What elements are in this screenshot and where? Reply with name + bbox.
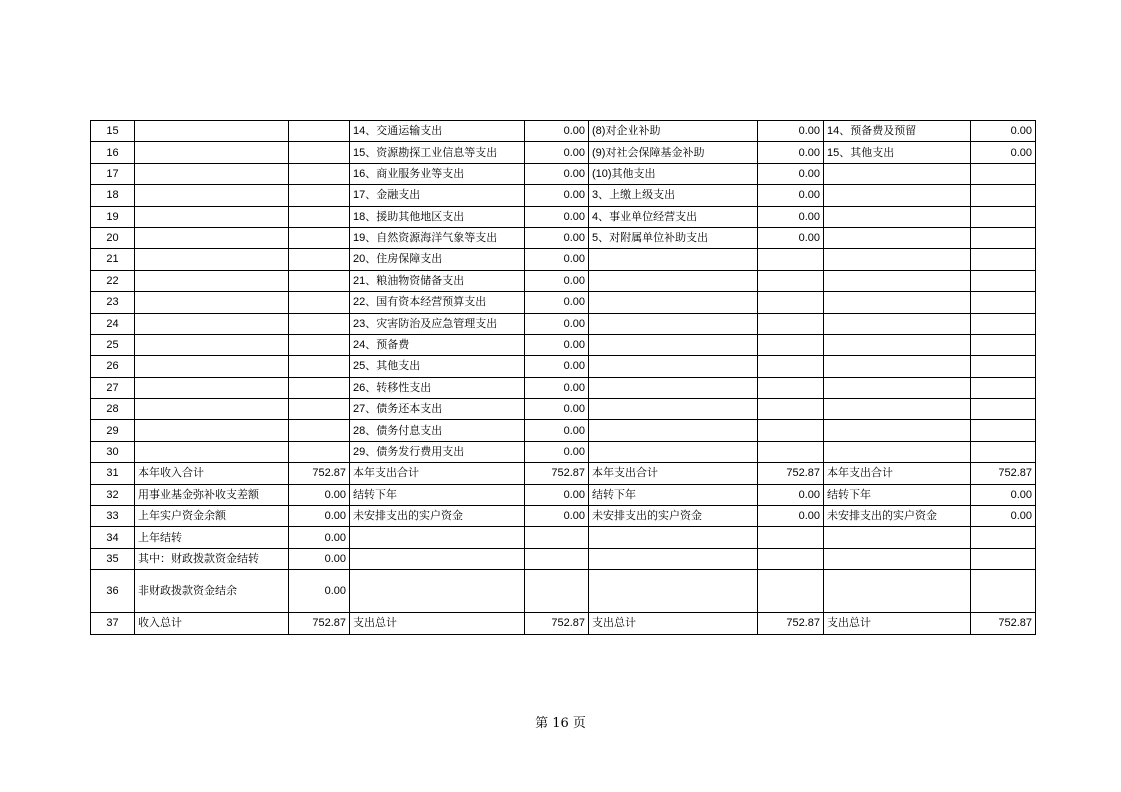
expense-economic-amount-cell bbox=[758, 249, 824, 270]
expense-economic-amount-cell bbox=[758, 377, 824, 398]
expense-function-amount-cell: 0.00 bbox=[525, 121, 589, 142]
expense-other-amount-cell: 0.00 bbox=[971, 142, 1036, 163]
expense-function-item-cell bbox=[350, 570, 525, 613]
income-amount-cell bbox=[289, 227, 350, 248]
income-item-cell: 非财政拨款资金结余 bbox=[135, 570, 289, 613]
expense-function-item-cell: 28、债务付息支出 bbox=[350, 420, 525, 441]
income-item-cell bbox=[135, 420, 289, 441]
expense-other-amount-cell bbox=[971, 548, 1036, 569]
expense-function-item-cell bbox=[350, 527, 525, 548]
expense-economic-item-cell bbox=[589, 313, 758, 334]
table-row bbox=[91, 292, 1036, 313]
income-amount-cell bbox=[289, 121, 350, 142]
expense-other-amount-cell bbox=[971, 227, 1036, 248]
expense-economic-item-cell bbox=[589, 570, 758, 613]
table-row bbox=[91, 206, 1036, 227]
row-number-cell: 34 bbox=[91, 527, 135, 548]
expense-other-amount-cell: 0.00 bbox=[971, 506, 1036, 527]
row-number-cell: 24 bbox=[91, 313, 135, 334]
expense-economic-item-cell: (8)对企业补助 bbox=[589, 121, 758, 142]
expense-economic-amount-cell bbox=[758, 313, 824, 334]
expense-economic-item-cell bbox=[589, 399, 758, 420]
expense-function-item-cell: 16、商业服务业等支出 bbox=[350, 163, 525, 184]
expense-other-amount-cell bbox=[971, 420, 1036, 441]
expense-economic-amount-cell bbox=[758, 420, 824, 441]
income-item-cell bbox=[135, 399, 289, 420]
expense-other-item-cell bbox=[824, 377, 971, 398]
expense-function-item-cell: 26、转移性支出 bbox=[350, 377, 525, 398]
expense-function-amount-cell: 752.87 bbox=[525, 613, 589, 634]
expense-other-amount-cell bbox=[971, 377, 1036, 398]
expense-economic-amount-cell: 752.87 bbox=[758, 613, 824, 634]
income-amount-cell bbox=[289, 249, 350, 270]
expense-economic-amount-cell bbox=[758, 548, 824, 569]
expense-economic-item-cell bbox=[589, 334, 758, 355]
expense-economic-item-cell bbox=[589, 270, 758, 291]
expense-function-amount-cell: 0.00 bbox=[525, 484, 589, 505]
expense-function-amount-cell: 0.00 bbox=[525, 227, 589, 248]
income-amount-cell: 752.87 bbox=[289, 613, 350, 634]
row-number-cell: 35 bbox=[91, 548, 135, 569]
expense-function-amount-cell: 0.00 bbox=[525, 334, 589, 355]
table-row bbox=[91, 334, 1036, 355]
table-row bbox=[91, 227, 1036, 248]
expense-economic-amount-cell bbox=[758, 292, 824, 313]
row-number-cell: 36 bbox=[91, 570, 135, 613]
income-amount-cell bbox=[289, 270, 350, 291]
income-item-cell bbox=[135, 227, 289, 248]
row-number-cell: 26 bbox=[91, 356, 135, 377]
expense-function-item-cell: 18、援助其他地区支出 bbox=[350, 206, 525, 227]
table-row bbox=[91, 484, 1036, 505]
expense-other-item-cell bbox=[824, 570, 971, 613]
expense-economic-item-cell bbox=[589, 420, 758, 441]
expense-other-amount-cell bbox=[971, 270, 1036, 291]
row-number-cell: 20 bbox=[91, 227, 135, 248]
table-row bbox=[91, 142, 1036, 163]
expense-other-item-cell bbox=[824, 185, 971, 206]
income-amount-cell: 0.00 bbox=[289, 527, 350, 548]
expense-other-amount-cell bbox=[971, 292, 1036, 313]
expense-economic-item-cell: (9)对社会保障基金补助 bbox=[589, 142, 758, 163]
expense-economic-item-cell bbox=[589, 356, 758, 377]
expense-function-item-cell: 22、国有资本经营预算支出 bbox=[350, 292, 525, 313]
expense-function-amount-cell: 0.00 bbox=[525, 313, 589, 334]
expense-economic-amount-cell: 0.00 bbox=[758, 142, 824, 163]
expense-other-amount-cell bbox=[971, 334, 1036, 355]
income-item-cell: 其中：财政拨款资金结转 bbox=[135, 548, 289, 569]
expense-economic-amount-cell: 0.00 bbox=[758, 206, 824, 227]
income-amount-cell: 0.00 bbox=[289, 484, 350, 505]
expense-function-item-cell: 21、粮油物资储备支出 bbox=[350, 270, 525, 291]
income-amount-cell bbox=[289, 377, 350, 398]
expense-economic-amount-cell: 0.00 bbox=[758, 163, 824, 184]
row-number-cell: 22 bbox=[91, 270, 135, 291]
row-number-cell: 30 bbox=[91, 441, 135, 462]
expense-economic-amount-cell: 0.00 bbox=[758, 227, 824, 248]
expense-other-amount-cell: 752.87 bbox=[971, 613, 1036, 634]
page-number: 第 16 页 bbox=[535, 716, 586, 731]
income-amount-cell bbox=[289, 185, 350, 206]
expense-function-item-cell bbox=[350, 548, 525, 569]
expense-function-item-cell: 20、住房保障支出 bbox=[350, 249, 525, 270]
income-item-cell bbox=[135, 356, 289, 377]
expense-economic-item-cell: 支出总计 bbox=[589, 613, 758, 634]
expense-economic-item-cell: 5、对附属单位补助支出 bbox=[589, 227, 758, 248]
expense-function-item-cell: 23、灾害防治及应急管理支出 bbox=[350, 313, 525, 334]
expense-other-item-cell bbox=[824, 249, 971, 270]
table-row bbox=[91, 548, 1036, 569]
expense-function-amount-cell bbox=[525, 570, 589, 613]
table-row bbox=[91, 613, 1036, 634]
expense-function-item-cell: 24、预备费 bbox=[350, 334, 525, 355]
row-number-cell: 37 bbox=[91, 613, 135, 634]
row-number-cell: 17 bbox=[91, 163, 135, 184]
expense-other-amount-cell bbox=[971, 163, 1036, 184]
expense-economic-item-cell bbox=[589, 548, 758, 569]
income-item-cell bbox=[135, 121, 289, 142]
expense-function-amount-cell: 0.00 bbox=[525, 163, 589, 184]
expense-other-amount-cell bbox=[971, 356, 1036, 377]
table-row bbox=[91, 527, 1036, 548]
expense-function-item-cell: 支出总计 bbox=[350, 613, 525, 634]
income-item-cell: 本年收入合计 bbox=[135, 463, 289, 484]
expense-function-item-cell: 15、资源勘探工业信息等支出 bbox=[350, 142, 525, 163]
row-number-cell: 28 bbox=[91, 399, 135, 420]
income-amount-cell bbox=[289, 420, 350, 441]
expense-other-item-cell bbox=[824, 527, 971, 548]
expense-economic-amount-cell: 0.00 bbox=[758, 185, 824, 206]
table-row bbox=[91, 270, 1036, 291]
expense-other-amount-cell bbox=[971, 527, 1036, 548]
expense-economic-item-cell bbox=[589, 292, 758, 313]
table-row bbox=[91, 185, 1036, 206]
expense-function-item-cell: 本年支出合计 bbox=[350, 463, 525, 484]
expense-function-amount-cell: 0.00 bbox=[525, 206, 589, 227]
expense-other-item-cell bbox=[824, 399, 971, 420]
table-row bbox=[91, 121, 1036, 142]
expense-economic-item-cell: (10)其他支出 bbox=[589, 163, 758, 184]
expense-other-amount-cell: 0.00 bbox=[971, 484, 1036, 505]
income-amount-cell bbox=[289, 292, 350, 313]
income-amount-cell bbox=[289, 356, 350, 377]
income-amount-cell bbox=[289, 399, 350, 420]
expense-other-item-cell: 本年支出合计 bbox=[824, 463, 971, 484]
expense-economic-item-cell: 3、上缴上级支出 bbox=[589, 185, 758, 206]
expense-economic-item-cell bbox=[589, 249, 758, 270]
expense-economic-item-cell: 结转下年 bbox=[589, 484, 758, 505]
table-row bbox=[91, 420, 1036, 441]
expense-function-item-cell: 17、金融支出 bbox=[350, 185, 525, 206]
expense-function-item-cell: 19、自然资源海洋气象等支出 bbox=[350, 227, 525, 248]
row-number-cell: 31 bbox=[91, 463, 135, 484]
income-item-cell: 上年实户资金余额 bbox=[135, 506, 289, 527]
expense-other-amount-cell bbox=[971, 206, 1036, 227]
expense-other-amount-cell bbox=[971, 249, 1036, 270]
expense-function-amount-cell: 0.00 bbox=[525, 292, 589, 313]
expense-function-amount-cell: 0.00 bbox=[525, 270, 589, 291]
row-number-cell: 23 bbox=[91, 292, 135, 313]
income-amount-cell bbox=[289, 163, 350, 184]
expense-economic-item-cell bbox=[589, 441, 758, 462]
table-row bbox=[91, 506, 1036, 527]
expense-other-item-cell bbox=[824, 356, 971, 377]
expense-other-amount-cell: 752.87 bbox=[971, 463, 1036, 484]
expense-other-item-cell: 支出总计 bbox=[824, 613, 971, 634]
expense-other-item-cell: 结转下年 bbox=[824, 484, 971, 505]
income-amount-cell: 0.00 bbox=[289, 506, 350, 527]
income-amount-cell bbox=[289, 206, 350, 227]
expense-function-item-cell: 25、其他支出 bbox=[350, 356, 525, 377]
expense-economic-item-cell: 4、事业单位经营支出 bbox=[589, 206, 758, 227]
expense-other-item-cell bbox=[824, 313, 971, 334]
budget-table bbox=[90, 120, 1036, 635]
expense-other-amount-cell bbox=[971, 185, 1036, 206]
income-amount-cell: 752.87 bbox=[289, 463, 350, 484]
table-row bbox=[91, 399, 1036, 420]
row-number-cell: 16 bbox=[91, 142, 135, 163]
expense-other-amount-cell bbox=[971, 570, 1036, 613]
income-item-cell: 用事业基金弥补收支差额 bbox=[135, 484, 289, 505]
expense-function-amount-cell: 0.00 bbox=[525, 506, 589, 527]
table-row bbox=[91, 377, 1036, 398]
row-number-cell: 32 bbox=[91, 484, 135, 505]
expense-other-amount-cell bbox=[971, 399, 1036, 420]
expense-function-item-cell: 未安排支出的实户资金 bbox=[350, 506, 525, 527]
expense-economic-amount-cell bbox=[758, 570, 824, 613]
table-row bbox=[91, 441, 1036, 462]
income-amount-cell bbox=[289, 142, 350, 163]
row-number-cell: 15 bbox=[91, 121, 135, 142]
expense-other-item-cell bbox=[824, 206, 971, 227]
income-item-cell bbox=[135, 206, 289, 227]
expense-other-item-cell bbox=[824, 270, 971, 291]
expense-other-item-cell: 未安排支出的实户资金 bbox=[824, 506, 971, 527]
expense-function-amount-cell: 0.00 bbox=[525, 142, 589, 163]
income-item-cell bbox=[135, 270, 289, 291]
income-item-cell bbox=[135, 185, 289, 206]
expense-function-amount-cell: 752.87 bbox=[525, 463, 589, 484]
row-number-cell: 33 bbox=[91, 506, 135, 527]
expense-other-item-cell bbox=[824, 292, 971, 313]
expense-economic-item-cell bbox=[589, 527, 758, 548]
expense-other-amount-cell: 0.00 bbox=[971, 121, 1036, 142]
expense-function-amount-cell bbox=[525, 527, 589, 548]
row-number-cell: 21 bbox=[91, 249, 135, 270]
income-item-cell bbox=[135, 334, 289, 355]
income-amount-cell: 0.00 bbox=[289, 570, 350, 613]
row-number-cell: 25 bbox=[91, 334, 135, 355]
row-number-cell: 18 bbox=[91, 185, 135, 206]
expense-function-amount-cell: 0.00 bbox=[525, 420, 589, 441]
table-row bbox=[91, 570, 1036, 613]
expense-economic-item-cell bbox=[589, 377, 758, 398]
expense-function-item-cell: 29、债务发行费用支出 bbox=[350, 441, 525, 462]
table-row bbox=[91, 163, 1036, 184]
expense-economic-amount-cell: 752.87 bbox=[758, 463, 824, 484]
income-item-cell bbox=[135, 142, 289, 163]
income-item-cell bbox=[135, 313, 289, 334]
income-item-cell bbox=[135, 163, 289, 184]
expense-other-item-cell bbox=[824, 441, 971, 462]
expense-economic-amount-cell bbox=[758, 527, 824, 548]
expense-other-amount-cell bbox=[971, 441, 1036, 462]
expense-economic-item-cell: 本年支出合计 bbox=[589, 463, 758, 484]
table-row bbox=[91, 313, 1036, 334]
expense-other-amount-cell bbox=[971, 313, 1036, 334]
income-item-cell bbox=[135, 249, 289, 270]
expense-economic-amount-cell bbox=[758, 441, 824, 462]
expense-economic-amount-cell bbox=[758, 270, 824, 291]
table-row bbox=[91, 463, 1036, 484]
expense-other-item-cell bbox=[824, 227, 971, 248]
expense-function-amount-cell: 0.00 bbox=[525, 356, 589, 377]
expense-function-amount-cell: 0.00 bbox=[525, 377, 589, 398]
table-row bbox=[91, 356, 1036, 377]
expense-function-amount-cell: 0.00 bbox=[525, 441, 589, 462]
expense-economic-amount-cell: 0.00 bbox=[758, 484, 824, 505]
table-body bbox=[91, 121, 1036, 635]
income-amount-cell bbox=[289, 441, 350, 462]
expense-other-item-cell: 15、其他支出 bbox=[824, 142, 971, 163]
expense-function-amount-cell: 0.00 bbox=[525, 249, 589, 270]
expense-function-amount-cell bbox=[525, 548, 589, 569]
income-amount-cell bbox=[289, 334, 350, 355]
income-amount-cell: 0.00 bbox=[289, 548, 350, 569]
income-item-cell bbox=[135, 441, 289, 462]
row-number-cell: 27 bbox=[91, 377, 135, 398]
expense-economic-amount-cell bbox=[758, 356, 824, 377]
expense-function-amount-cell: 0.00 bbox=[525, 399, 589, 420]
expense-function-item-cell: 结转下年 bbox=[350, 484, 525, 505]
expense-function-item-cell: 27、债务还本支出 bbox=[350, 399, 525, 420]
expense-other-item-cell bbox=[824, 163, 971, 184]
income-item-cell: 上年结转 bbox=[135, 527, 289, 548]
income-item-cell bbox=[135, 377, 289, 398]
income-amount-cell bbox=[289, 313, 350, 334]
expense-other-item-cell bbox=[824, 334, 971, 355]
expense-function-amount-cell: 0.00 bbox=[525, 185, 589, 206]
expense-economic-item-cell: 未安排支出的实户资金 bbox=[589, 506, 758, 527]
expense-economic-amount-cell bbox=[758, 334, 824, 355]
expense-other-item-cell bbox=[824, 548, 971, 569]
expense-economic-amount-cell bbox=[758, 399, 824, 420]
income-item-cell bbox=[135, 292, 289, 313]
table-row bbox=[91, 249, 1036, 270]
expense-other-item-cell bbox=[824, 420, 971, 441]
row-number-cell: 19 bbox=[91, 206, 135, 227]
expense-other-item-cell: 14、预备费及预留 bbox=[824, 121, 971, 142]
income-item-cell: 收入总计 bbox=[135, 613, 289, 634]
expense-economic-amount-cell: 0.00 bbox=[758, 121, 824, 142]
expense-function-item-cell: 14、交通运输支出 bbox=[350, 121, 525, 142]
expense-economic-amount-cell: 0.00 bbox=[758, 506, 824, 527]
row-number-cell: 29 bbox=[91, 420, 135, 441]
